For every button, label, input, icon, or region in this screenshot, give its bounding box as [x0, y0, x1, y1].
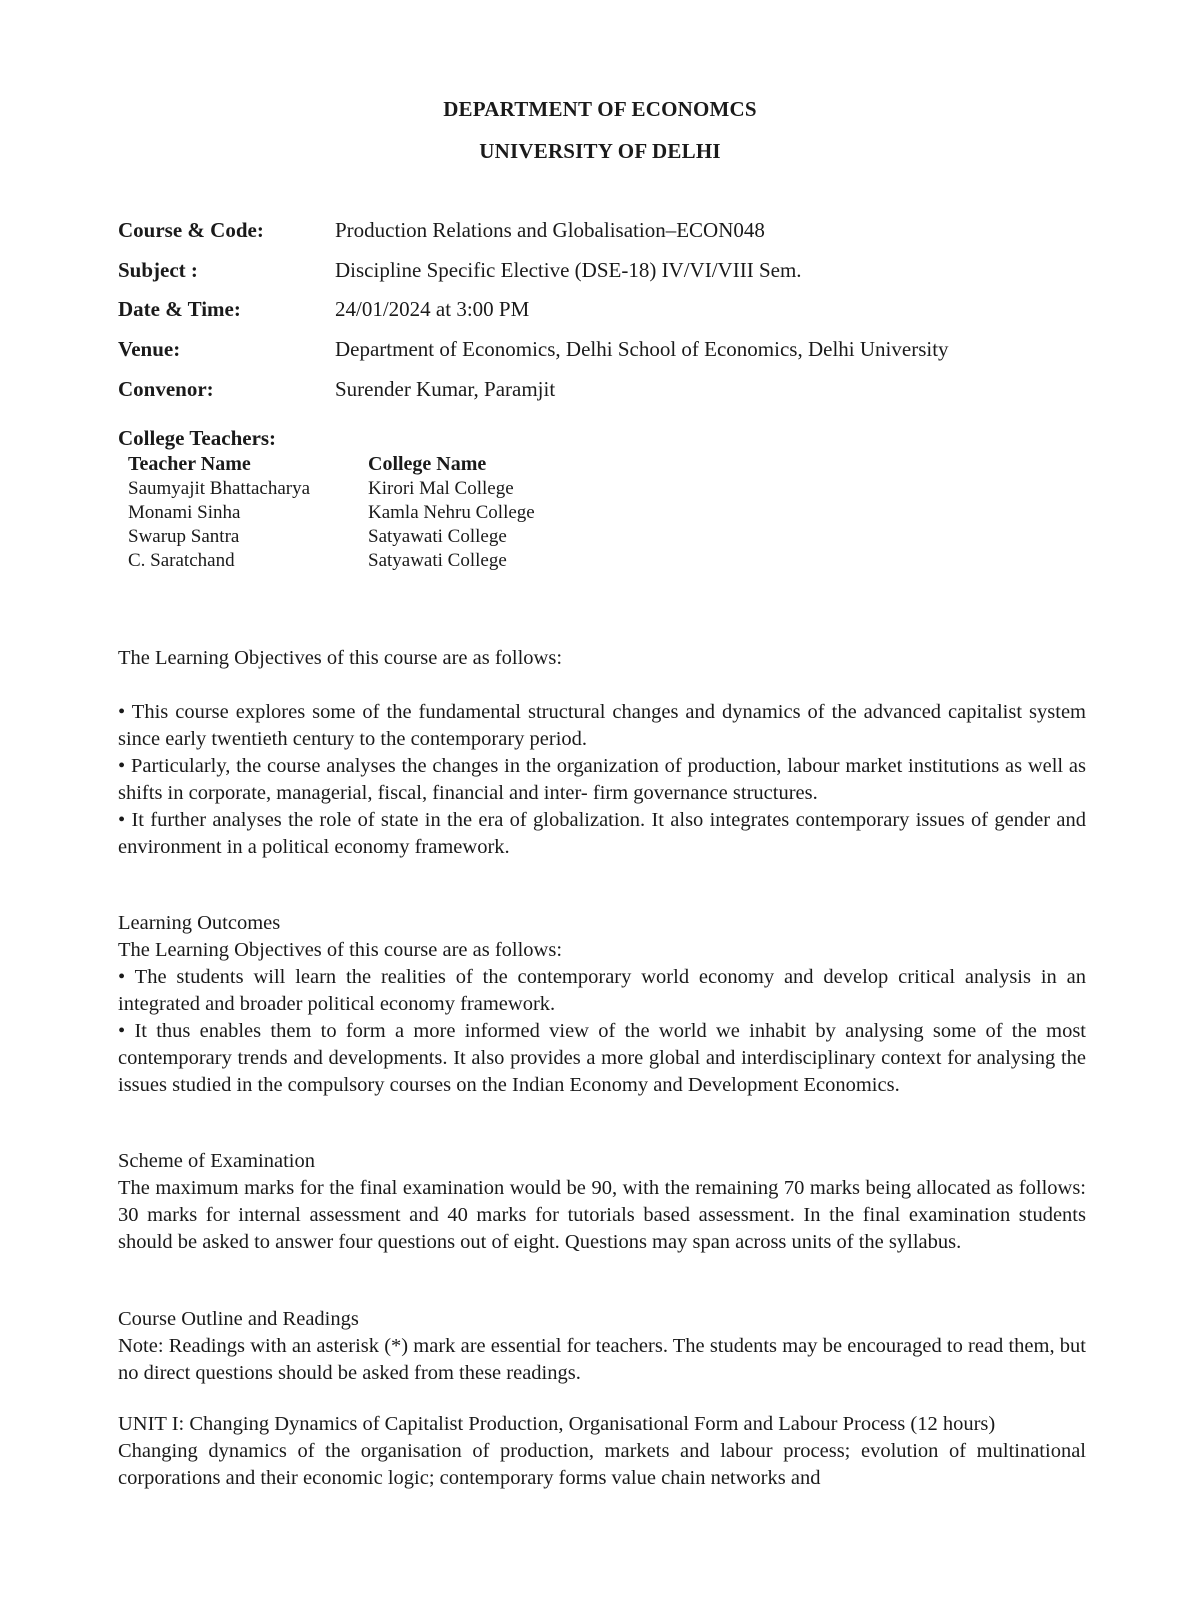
- department-title: DEPARTMENT OF ECONOMCS: [443, 97, 757, 121]
- unit-one-section: [118, 1411, 1086, 1492]
- venue-label: Venue:: [118, 337, 181, 361]
- outline-heading: Course Outline and Readings: [118, 1308, 359, 1330]
- objectives-intro: The Learning Objectives of this course are as follows:: [118, 647, 563, 669]
- objective-bullet: • Particularly, the course analyses the changes in the organization of production, labour market institutions as well as shifts in corporate, managerial, fiscal, financial and inter- firm governance structures.: [118, 755, 1086, 804]
- course-label: Course & Code:: [118, 218, 264, 242]
- college-name: Satyawati College: [368, 526, 507, 547]
- exam-heading: Scheme of Examination: [118, 1150, 315, 1172]
- exam-text: The maximum marks for the final examination would be 90, with the remaining 70 marks being allocated as follows: 30 marks for internal assessment and 40 marks for tutorials based assessment. In the final examination students should be asked to answer four questions out of eight. Questions may span across units of the syllabus.: [118, 1177, 1086, 1253]
- convenor-value: Surender Kumar, Paramjit: [335, 377, 556, 401]
- outline-section: [118, 1306, 1086, 1387]
- unit-one-heading: UNIT I: Changing Dynamics of Capitalist Production, Organisational Form and Labour Process (12 hours): [118, 1413, 996, 1435]
- college-name: Kamla Nehru College: [368, 502, 535, 523]
- outcomes-intro: The Learning Objectives of this course are as follows:: [118, 939, 563, 961]
- unit-one-text: Changing dynamics of the organisation of production, markets and labour process; evolution of multinational corporations and their economic logic; contemporary forms value chain networks and: [118, 1440, 1086, 1489]
- teacher-name: Saumyajit Bhattacharya: [128, 478, 311, 499]
- objectives-section: [118, 645, 1086, 861]
- subject-label: Subject :: [118, 258, 198, 282]
- datetime-label: Date & Time:: [118, 297, 241, 321]
- outcome-bullet: • The students will learn the realities of the contemporary world economy and develop critical analysis in an integrated and broader political economy framework.: [118, 966, 1086, 1015]
- objective-bullet: • It further analyses the role of state in the era of globalization. It also integrates contemporary issues of gender and environment in a political economy framework.: [118, 809, 1086, 858]
- objective-bullet: • This course explores some of the fundamental structural changes and dynamics of the advanced capitalist system since early twentieth century to the contemporary period.: [118, 701, 1086, 750]
- course-value: Production Relations and Globalisation–ECON048: [335, 218, 765, 242]
- college-name-column-header: College Name: [368, 453, 487, 475]
- outcomes-section: [118, 910, 1086, 1099]
- outcome-bullet: • It thus enables them to form a more informed view of the world we inhabit by analysing some of the most contemporary trends and developments. It also provides a more global and interdisciplinary context for analysing the issues studied in the compulsory courses on the Indian Economy and Development Economics.: [118, 1020, 1086, 1096]
- venue-value: Department of Economics, Delhi School of Economics, Delhi University: [335, 337, 949, 361]
- college-teachers-heading: College Teachers:: [118, 426, 277, 450]
- teacher-name: Swarup Santra: [128, 526, 240, 547]
- convenor-label: Convenor:: [118, 377, 214, 401]
- college-name: Satyawati College: [368, 550, 507, 571]
- datetime-value: 24/01/2024 at 3:00 PM: [335, 297, 530, 321]
- teacher-name: Monami Sinha: [128, 502, 241, 523]
- outline-note: Note: Readings with an asterisk (*) mark are essential for teachers. The students may be encouraged to read them, but no direct questions should be asked from these readings.: [118, 1335, 1086, 1384]
- exam-section: [118, 1148, 1086, 1256]
- teacher-name-column-header: Teacher Name: [128, 453, 251, 475]
- subject-value: Discipline Specific Elective (DSE-18) IV/VI/VIII Sem.: [335, 258, 802, 282]
- college-name: Kirori Mal College: [368, 478, 514, 499]
- teacher-name: C. Saratchand: [128, 550, 235, 571]
- outcomes-heading: Learning Outcomes: [118, 912, 281, 934]
- university-title: UNIVERSITY OF DELHI: [479, 139, 721, 163]
